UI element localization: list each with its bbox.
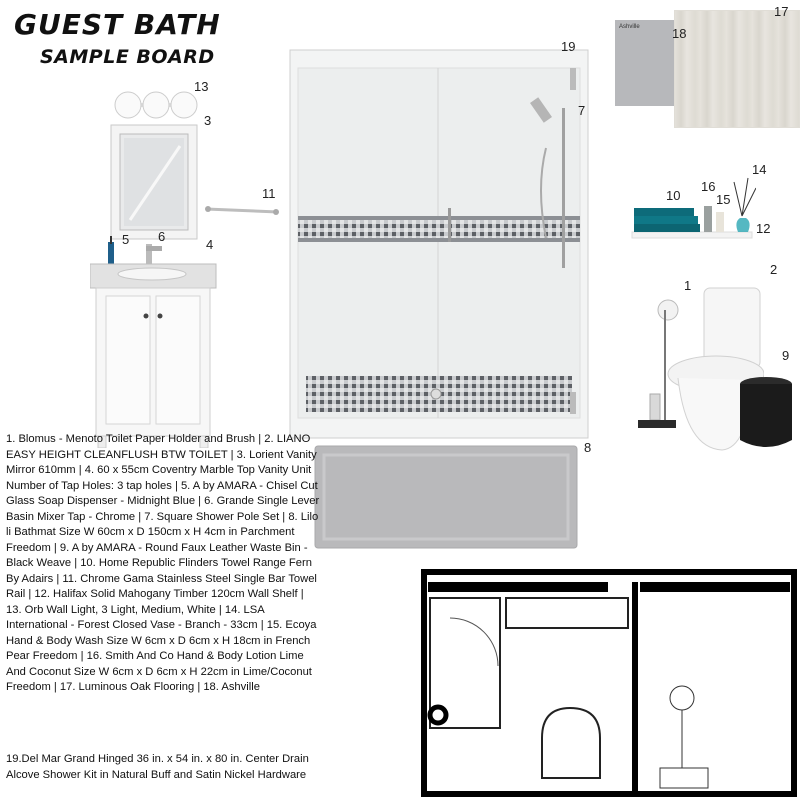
- marker-8: 8: [584, 440, 592, 455]
- marker-2: 2: [770, 262, 778, 277]
- paint-swatch-label: Ashville: [619, 24, 640, 30]
- items-description: 1. Blomus - Menoto Toilet Paper Holder and Brush | 2. LIANO EASY HEIGHT CLEANFLUSH BTW TOILET | 3. Lorient Vanity Mirror 610mm | 4. 60 x 55cm Coventry Marble Top Vanity Unit Number of Tap Holes: 3 tap holes | 5. A by AMARA - Chisel Cut Glass Soap Dispenser - Midnight Blue | 6. Grande Single Lever Basin Mixer Tap - Chrome | 7. Square Shower Pole Set | 8. Lilo li Bathmat Size W 60cm x D 150cm x H 4cm in Parchment Freedom | 9. A by AMARA - Round Faux Leather Waste Bin - Black Weave | 10. Home Republic Flinders Towel Range Fern By Adairs | 11. Chrome Gama Stainless Steel Single Bar Towel Rail | 12. Halifax Solid Mahogany Timber 120cm Wall Shelf | 13. Orb Wall Light, 3 Light, Medium, White | 14. LSA International - Forest Closed Vase - Branch - 33cm | 15. Ecoya Hand & Body Wash Size W 6cm x D 6cm x H 18cm in French Pear Freedom | 16. Smith And Co Hand & Body Lotion Lime And Coconut Size W 6cm x D 6cm x H 22cm in Lime/Coconut Freedom | 17. Luminous Oak Flooring | 18. Ashville: [6, 433, 320, 693]
- items-description-19: 19.Del Mar Grand Hinged 36 in. x 54 in. x 80 in. Center Drain Alcove Shower Kit in Natural Buff and Satin Nickel Hardware: [6, 753, 309, 781]
- marker-16: 16: [701, 179, 716, 194]
- waste-bin-image: [738, 376, 794, 452]
- vanity-unit-image: [90, 236, 218, 448]
- marker-14: 14: [752, 162, 767, 177]
- board-title: GUEST BATH: [14, 8, 221, 41]
- marker-15: 15: [716, 192, 731, 207]
- marker-13: 13: [194, 79, 209, 94]
- towel-rail-image: [200, 200, 284, 220]
- marker-3: 3: [204, 113, 212, 128]
- shower-kit-image: [288, 48, 590, 442]
- oak-flooring-sample: [674, 10, 800, 128]
- marker-9: 9: [782, 348, 790, 363]
- marker-1: 1: [684, 278, 692, 293]
- marker-10: 10: [666, 188, 681, 203]
- wall-shelf-image: [628, 168, 756, 248]
- marker-19: 19: [561, 39, 576, 54]
- marker-17: 17: [774, 4, 789, 19]
- board-subtitle: SAMPLE BOARD: [40, 46, 215, 68]
- marker-18: 18: [672, 26, 687, 41]
- marker-4: 4: [206, 237, 214, 252]
- marker-5: 5: [122, 232, 130, 247]
- orb-wall-light-image: [108, 88, 204, 122]
- floor-plan-image: [420, 568, 798, 798]
- marker-7: 7: [578, 103, 586, 118]
- bathmat-image: [314, 445, 578, 549]
- vanity-mirror-image: [110, 124, 198, 240]
- marker-11: 11: [262, 186, 276, 201]
- marker-12: 12: [756, 221, 771, 236]
- marker-6: 6: [158, 229, 166, 244]
